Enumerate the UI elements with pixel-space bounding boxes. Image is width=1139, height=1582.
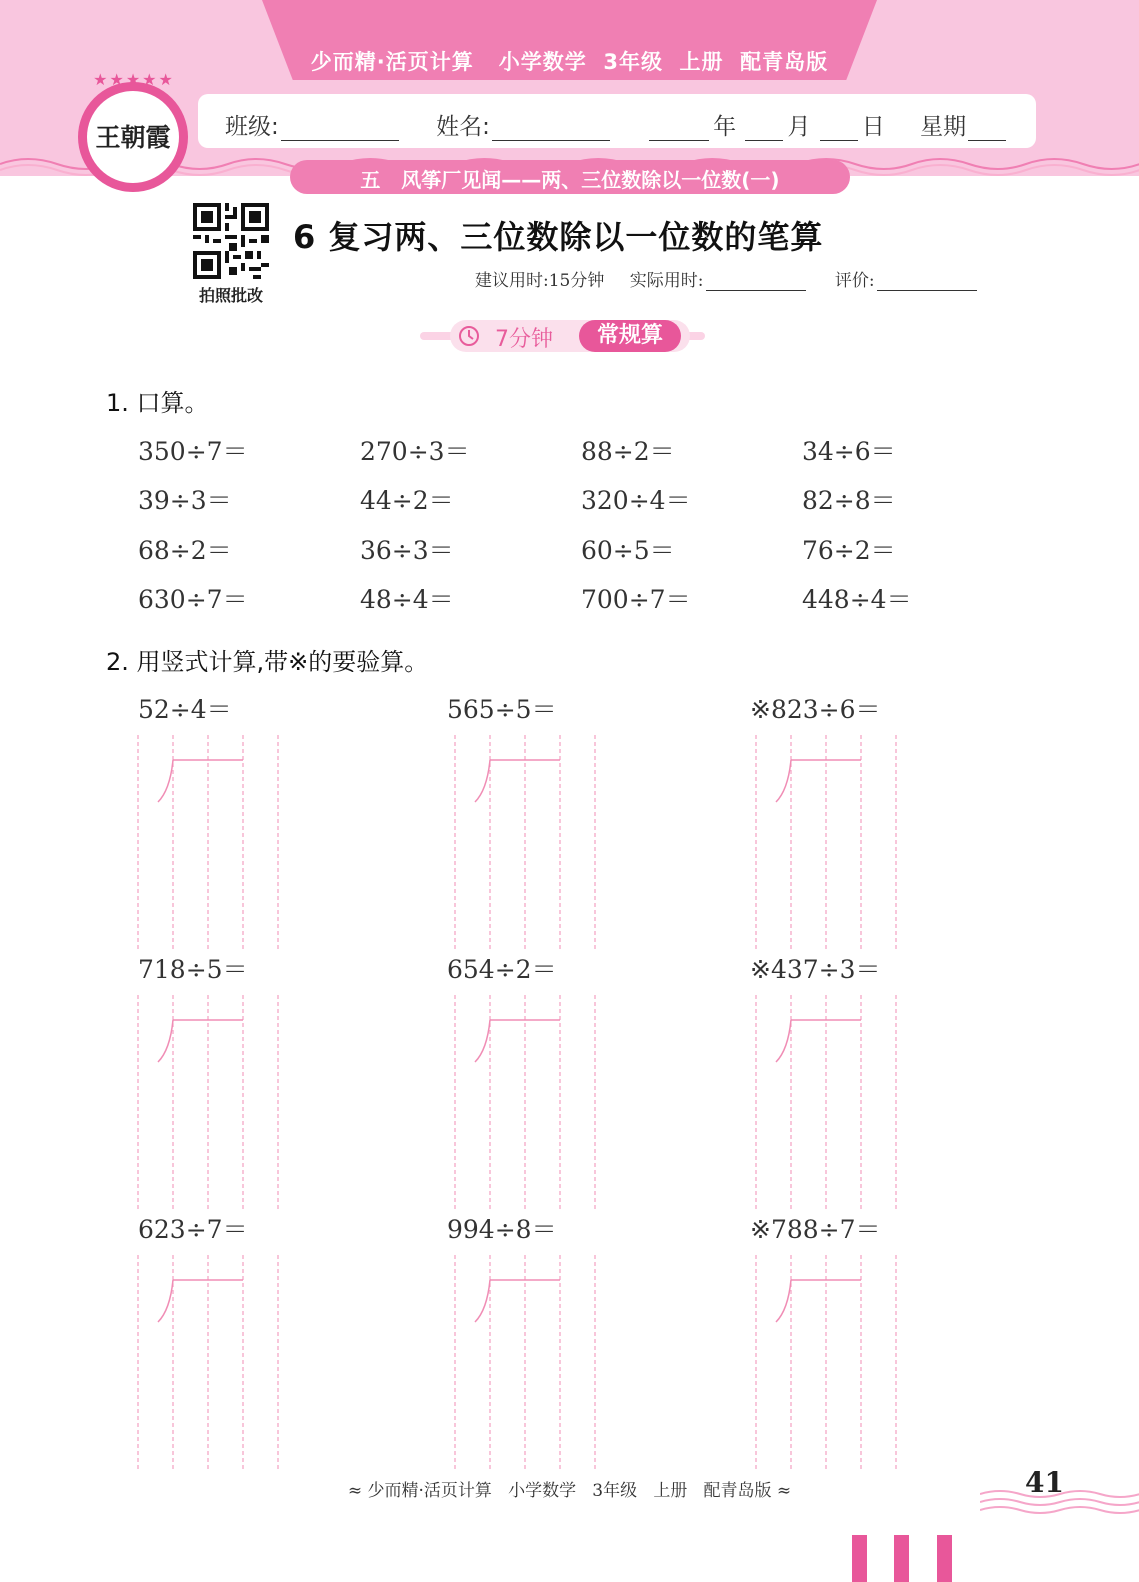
footer-text: ≈ 少而精·活页计算 小学数学 3年级 上册 配青岛版 ≈ [347,1481,792,1501]
lesson-title: 6 复习两、三位数除以一位数的笔算 [293,218,824,256]
oral-item: 34÷6＝ [802,437,896,466]
q1-heading: 1. 口算。 [106,389,209,417]
year-field[interactable] [649,114,709,141]
division-work-area[interactable] [136,735,286,950]
division-problem: 565÷5＝ [447,695,557,724]
day-label: 日 [861,114,885,140]
weekday-label: 星期 [920,114,967,140]
name-label: 姓名: [436,114,490,140]
oral-item: 36÷3＝ [360,536,454,565]
qr-code-icon[interactable] [193,203,269,279]
timer-minutes: 7分钟 [495,327,553,352]
class-label: 班级: [225,114,279,140]
actual-time-field[interactable] [706,272,806,291]
rating-label: 评价: [834,271,875,291]
oral-item: 350÷7＝ [138,437,248,466]
division-problem: 718÷5＝ [138,955,248,984]
suggested-time: 建议用时:15分钟 [475,271,605,291]
division-work-area[interactable] [754,995,904,1210]
division-work-area[interactable] [136,1255,286,1470]
oral-item: 82÷8＝ [802,486,896,515]
oral-item: 76÷2＝ [802,536,896,565]
division-problem: 623÷7＝ [138,1215,248,1244]
page-number: 41 [1025,1466,1064,1499]
oral-item: 68÷2＝ [138,536,232,565]
year-label: 年 [713,114,737,140]
oral-item: 448÷4＝ [802,585,912,614]
division-problem: 994÷8＝ [447,1215,557,1244]
division-work-area[interactable] [754,735,904,950]
info-fields [225,108,1010,141]
weekday-field[interactable] [968,114,1006,141]
logo-text: 王朝霞 [95,123,171,152]
division-problem: 52÷4＝ [138,695,232,724]
class-field[interactable] [281,114,399,141]
oral-item: 320÷4＝ [581,486,691,515]
division-problem: ※437÷3＝ [750,955,881,984]
actual-time-label: 实际用时: [629,271,704,291]
series-title: 少而精·活页计算 小学数学 3年级 上册 配青岛版 [310,50,829,74]
logo-stars-icon: ★★★★★ [93,70,175,89]
qr-label: 拍照批改 [198,286,263,305]
oral-item: 88÷2＝ [581,437,675,466]
month-label: 月 [787,114,811,140]
division-problem: ※823÷6＝ [750,695,881,724]
name-field[interactable] [492,114,610,141]
division-work-area[interactable] [453,995,603,1210]
oral-item: 48÷4＝ [360,585,454,614]
unit-title: 五 风筝厂见闻——两、三位数除以一位数(一) [360,168,780,192]
oral-item: 270÷3＝ [360,437,470,466]
rating-field[interactable] [877,272,977,291]
division-work-area[interactable] [754,1255,904,1470]
division-work-area[interactable] [453,735,603,950]
lesson-meta [475,266,987,291]
corner-bars-decoration [852,1535,962,1582]
division-problem: 654÷2＝ [447,955,557,984]
day-field[interactable] [820,114,858,141]
section-badge: 常规算 [579,320,681,352]
division-problem: ※788÷7＝ [750,1215,881,1244]
oral-item: 700÷7＝ [581,585,691,614]
division-work-area[interactable] [136,995,286,1210]
month-field[interactable] [745,114,783,141]
oral-item: 44÷2＝ [360,486,454,515]
oral-item: 60÷5＝ [581,536,675,565]
q2-heading: 2. 用竖式计算,带※的要验算。 [106,648,429,676]
oral-item: 39÷3＝ [138,486,232,515]
oral-item: 630÷7＝ [138,585,248,614]
division-work-area[interactable] [453,1255,603,1470]
